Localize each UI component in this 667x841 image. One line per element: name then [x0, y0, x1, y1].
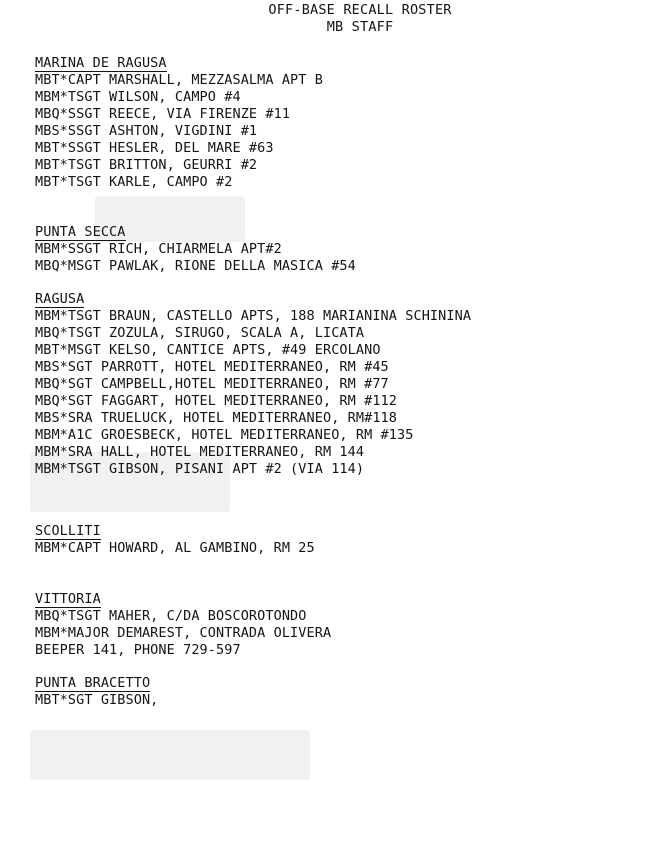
section-heading: RAGUSA [35, 291, 85, 307]
roster-entry: MBS*SSGT ASHTON, VIGDINI #1 [35, 123, 258, 139]
roster-entry: MBT*TSGT KARLE, CAMPO #2 [35, 174, 233, 190]
roster-entry: MBQ*MSGT PAWLAK, RIONE DELLA MASICA #54 [35, 258, 356, 274]
roster-entry: MBM*A1C GROESBECK, HOTEL MEDITERRANEO, RM #135 [35, 427, 414, 443]
roster-entry: MBT*TSGT BRITTON, GEURRI #2 [35, 157, 258, 173]
section-punta-secca [35, 221, 655, 275]
roster-subtitle: MB STAFF [326, 19, 394, 35]
roster-entry: MBM*TSGT BRAUN, CASTELLO APTS, 188 MARIANINA SCHININA [35, 308, 472, 324]
roster-title: OFF-BASE RECALL ROSTER [268, 2, 452, 18]
section-heading: SCOLLITI [35, 523, 101, 539]
roster-entry: MBM*TSGT GIBSON, PISANI APT #2 (VIA 114) [35, 461, 365, 477]
roster-entry: MBQ*SSGT REECE, VIA FIRENZE #11 [35, 106, 291, 122]
section-punta-bracetto [35, 672, 655, 709]
section-heading: MARINA DE RAGUSA [35, 55, 167, 71]
section-ragusa [35, 288, 655, 478]
section-marina-de-ragusa [35, 52, 655, 191]
roster-entry: MBT*MSGT KELSO, CANTICE APTS, #49 ERCOLANO [35, 342, 381, 358]
roster-entry: MBT*SGT GIBSON, [35, 692, 159, 708]
section-heading: PUNTA SECCA [35, 224, 126, 240]
roster-entry: MBQ*SGT CAMPBELL,HOTEL MEDITERRANEO, RM #77 [35, 376, 389, 392]
roster-entry: MBT*CAPT MARSHALL, MEZZASALMA APT B [35, 72, 323, 88]
section-heading: VITTORIA [35, 591, 101, 607]
roster-entry: MBT*SSGT HESLER, DEL MARE #63 [35, 140, 274, 156]
section-heading: PUNTA BRACETTO [35, 675, 151, 691]
roster-entry: MBM*TSGT WILSON, CAMPO #4 [35, 89, 241, 105]
roster-entry: MBM*SRA HALL, HOTEL MEDITERRANEO, RM 144 [35, 444, 365, 460]
roster-entry: MBS*SGT PARROTT, HOTEL MEDITERRANEO, RM #45 [35, 359, 389, 375]
section-scolliti [35, 520, 655, 557]
roster-entry: MBQ*SGT FAGGART, HOTEL MEDITERRANEO, RM #112 [35, 393, 398, 409]
roster-entry: MBM*SSGT RICH, CHIARMELA APT#2 [35, 241, 282, 257]
roster-entry: MBM*MAJOR DEMAREST, CONTRADA OLIVERA [35, 625, 332, 641]
roster-entry: MBM*CAPT HOWARD, AL GAMBINO, RM 25 [35, 540, 315, 556]
section-vittoria [35, 588, 655, 659]
roster-entry: MBS*SRA TRUELUCK, HOTEL MEDITERRANEO, RM#118 [35, 410, 398, 426]
roster-entry: BEEPER 141, PHONE 729-597 [35, 642, 241, 658]
roster-entry: MBQ*TSGT ZOZULA, SIRUGO, SCALA A, LICATA [35, 325, 365, 341]
scan-smudge [30, 730, 310, 780]
roster-entry: MBQ*TSGT MAHER, C/DA BOSCOROTONDO [35, 608, 307, 624]
